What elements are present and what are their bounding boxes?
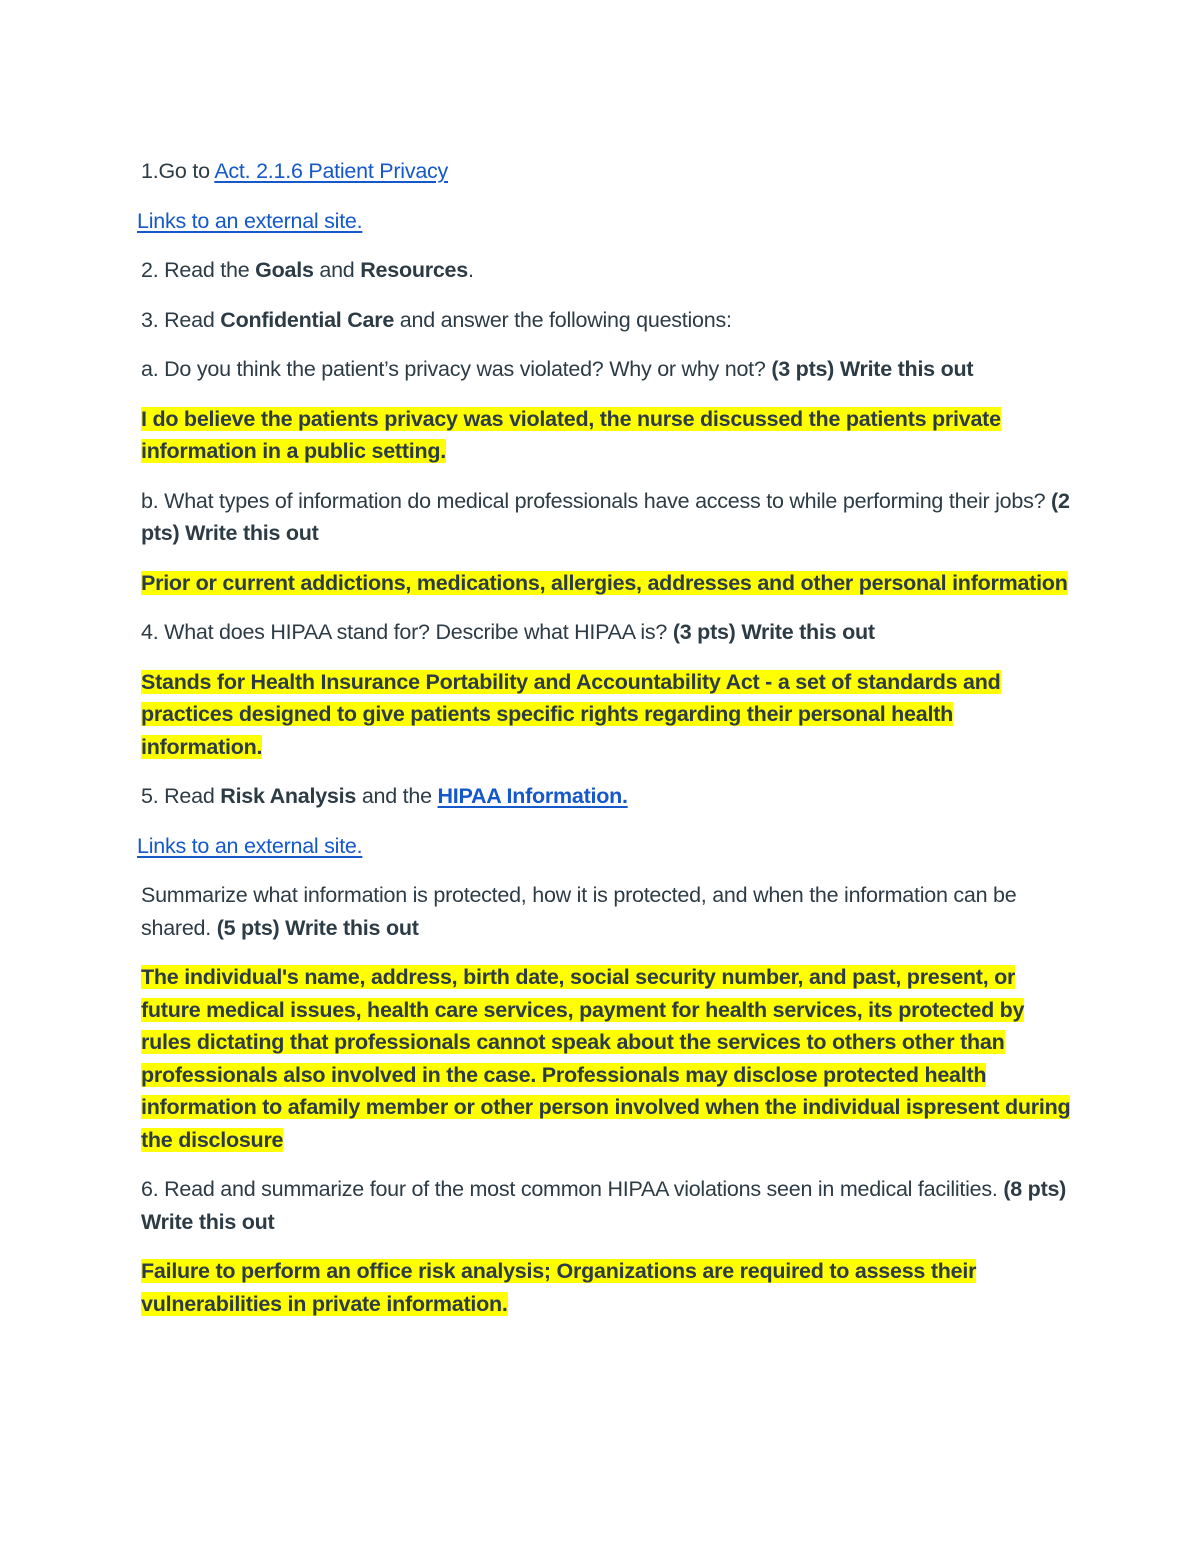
step-2-period: . [467,258,474,282]
answer-a-text: I do believe the patients privacy was violated, the nurse discussed the patients private information in a public setting. [141,406,1001,463]
answer-6-text: Failure to perform an office risk analysis; Organizations are required to assess their vulnerabilities in private information. [141,1259,977,1316]
assignment-document [137,155,1071,1337]
answer-4 [141,666,1071,764]
external-site-link-2[interactable]: Links to an external site. [137,833,363,858]
external-site-note-2 [137,830,1071,863]
question-5 [141,879,1071,944]
goals-label: Goals [255,258,314,282]
step-5-text: 5. Read [141,784,215,808]
answer-b [141,567,1071,600]
question-b [141,485,1071,550]
external-site-link-1[interactable]: Links to an external site. [137,208,363,233]
step-2-text: 2. Read the [141,258,250,282]
question-6-text: 6. Read and summarize four of the most common HIPAA violations seen in medical facilities. [141,1177,998,1201]
answer-a [141,403,1071,468]
question-4-points: (3 pts) Write this out [672,620,875,644]
question-5-text: Summarize what information is protected, how it is protected, and when the information can be shared. [141,883,1017,940]
question-b-points: (2 pts) Write this out [141,488,1070,545]
question-6-points: (8 pts) Write this out [141,1177,1067,1234]
resources-label: Resources [360,258,468,282]
question-5-points: (5 pts) Write this out [216,915,419,940]
step-5 [141,780,1071,813]
step-1 [141,155,1071,188]
question-a-text: a. Do you think the patient’s privacy was violated? Why or why not? [141,357,766,381]
answer-5-text: The individual's name, address, birth date, social security number, and past, present, or future medical issues, health care services, payment for health services, its protected by rules dictating that professionals cannot speak about the services to others other than professionals also involved in the case. Professionals may disclose protected health information to afamily member or other person involved when the individual ispresent during the disclosure [141,965,1071,1152]
answer-6 [141,1255,1071,1320]
answer-b-text: Prior or current addictions, medications, allergies, addresses and other personal information [141,570,1068,595]
question-a [141,353,1071,386]
answer-5 [141,961,1071,1156]
question-a-points: (3 pts) Write this out [771,357,974,381]
question-6 [141,1173,1071,1238]
external-site-note-1 [137,205,1071,238]
step-3-text-2: and answer the following questions: [399,307,732,332]
confidential-care-label: Confidential Care [220,307,395,332]
step-2 [141,254,1071,287]
question-4 [141,616,1071,649]
step-2-and: and [319,258,355,282]
step-3-text: 3. Read [141,307,215,332]
step-3 [141,304,1071,337]
patient-privacy-link[interactable]: Act. 2.1.6 Patient Privacy [214,159,449,183]
step-1-prefix: Go to [158,159,210,183]
answer-4-text: Stands for Health Insurance Portability and Accountability Act - a set of standards and practices designed to give patients specific rights regarding their personal health information. [141,669,1001,759]
hipaa-information-link[interactable]: HIPAA Information. [437,784,628,808]
question-4-text: 4. What does HIPAA stand for? Describe what HIPAA is? [141,620,668,644]
risk-analysis-label: Risk Analysis [220,784,357,808]
step-1-number: 1. [141,159,159,183]
step-5-text-2: and the [361,784,432,808]
question-b-text: b. What types of information do medical professionals have access to while performing their jobs? [141,488,1046,513]
